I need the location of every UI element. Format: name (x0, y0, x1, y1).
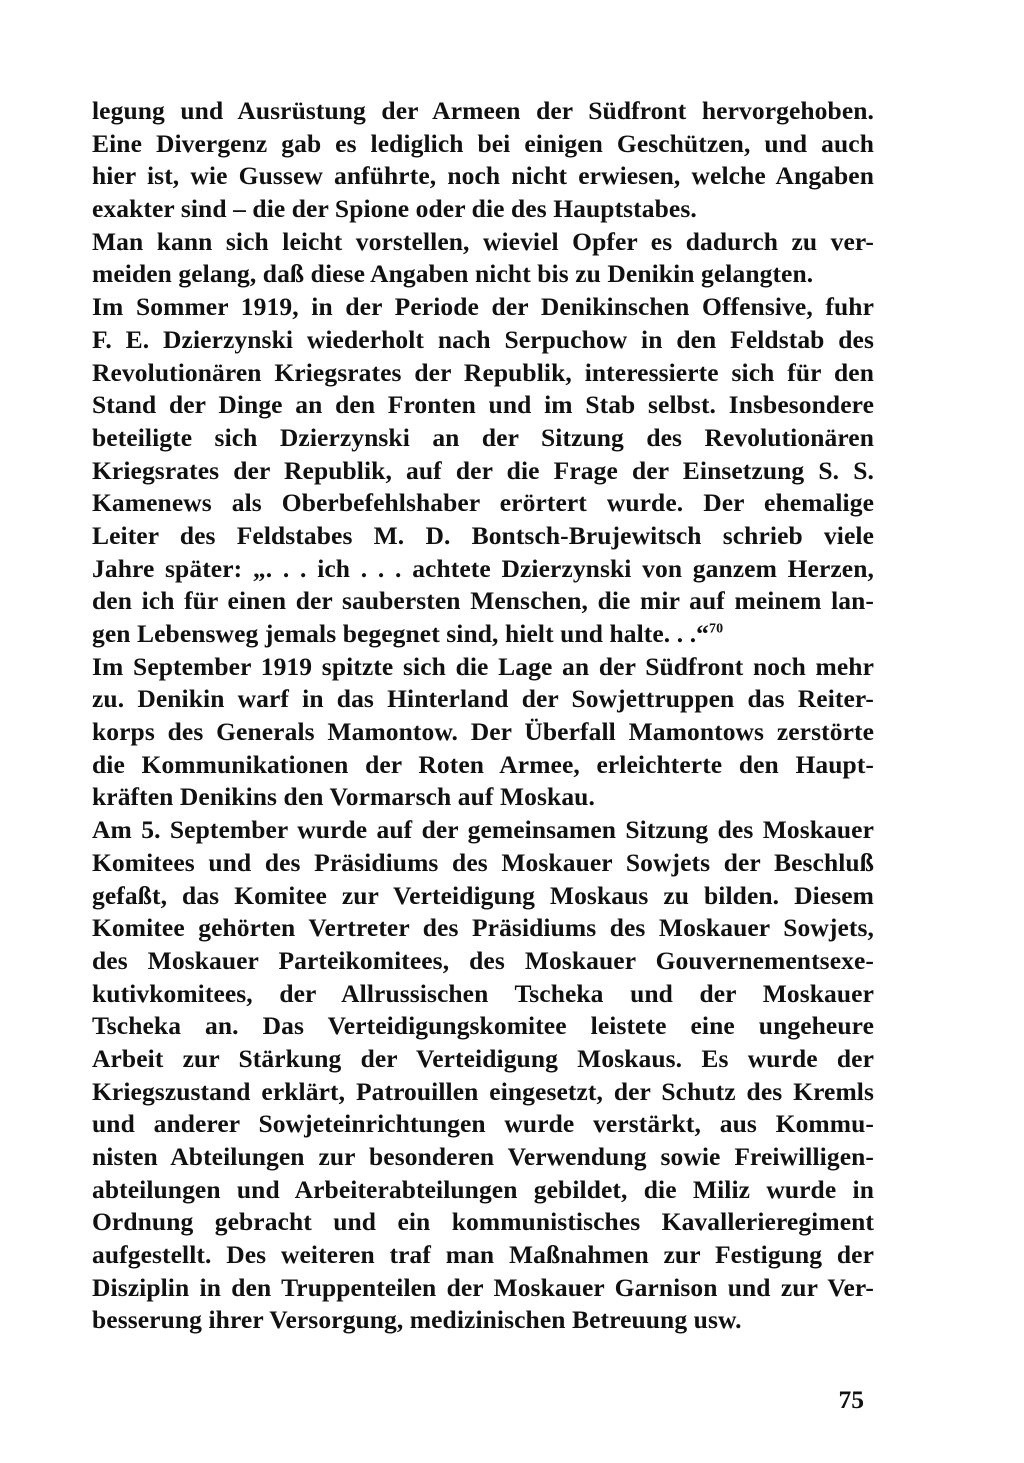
text-line-content: Kamenews als Oberbefehlshaber erörtert wurde. Der ehemalige (92, 488, 874, 518)
body-text (92, 95, 874, 1337)
text-line (92, 258, 874, 291)
text-line (92, 847, 874, 880)
text-line (92, 978, 874, 1011)
text-line (92, 422, 874, 455)
text-line-content: Im September 1919 spitzte sich die Lage an der Südfront noch mehr (92, 651, 874, 681)
text-line (92, 880, 874, 913)
text-line-content: den ich für einen der saubersten Menschen, die mir auf meinem lan- (92, 586, 874, 616)
text-line-content: Komitee gehörten Vertreter des Präsidiums des Moskauer Sowjets, (92, 913, 874, 943)
footnote-reference: 70 (709, 621, 724, 637)
text-line-content: legung und Ausrüstung der Armeen der Südfront hervorgehoben. (92, 96, 874, 125)
text-line (92, 585, 874, 618)
text-line (92, 128, 874, 161)
text-line (92, 553, 874, 586)
text-line-content: Jahre später: „. . . ich . . . achtete Dzierzynski von ganzem Herzen, (92, 553, 874, 583)
text-line (92, 749, 874, 782)
text-line-content: und anderer Sowjeteinrichtungen wurde verstärkt, aus Kommu- (92, 1109, 874, 1139)
text-line-content: kräften Denikins den Vormarsch auf Moskau. (92, 782, 595, 812)
text-line-content: Stand der Dinge an den Fronten und im Stab selbst. Insbesondere (92, 390, 874, 420)
text-line-content: Eine Divergenz gab es lediglich bei einigen Geschützen, und auch (92, 128, 874, 158)
text-line-content: Leiter des Feldstabes M. D. Bontsch-Brujewitsch schrieb viele (92, 520, 874, 550)
text-line-content: Ordnung gebracht und ein kommunistisches Kavallerieregiment (92, 1207, 874, 1237)
text-line (92, 1141, 874, 1174)
text-line (92, 912, 874, 945)
text-line (92, 618, 874, 651)
text-line (92, 1010, 874, 1043)
text-line-content: besserung ihrer Versorgung, medizinischen Betreuung usw. (92, 1305, 742, 1335)
text-line-content: hier ist, wie Gussew anführte, noch nicht erwiesen, welche Angaben (92, 161, 874, 191)
text-line-content: Komitees und des Präsidiums des Moskauer Sowjets der Beschluß (92, 847, 874, 877)
text-line-content: nisten Abteilungen zur besonderen Verwendung sowie Freiwilligen- (92, 1142, 874, 1171)
text-line-content: exakter sind – die der Spione oder die des Hauptstabes. (92, 194, 697, 224)
text-line-content: Man kann sich leicht vorstellen, wieviel Opfer es dadurch zu ver- (92, 226, 874, 256)
text-line-content: korps des Generals Mamontow. Der Überfall Mamontows zerstörte (92, 717, 874, 747)
text-line (92, 716, 874, 749)
text-line (92, 520, 874, 553)
text-line-content: zu. Denikin warf in das Hinterland der Sowjettruppen das Reiter- (92, 684, 874, 714)
text-line (92, 683, 874, 716)
text-line-content: F. E. Dzierzynski wiederholt nach Serpuchow in den Feldstab des (92, 324, 874, 354)
text-line (92, 1043, 874, 1076)
text-line-content: Arbeit zur Stärkung der Verteidigung Moskaus. Es wurde der (92, 1043, 874, 1073)
text-line-content: Disziplin in den Truppenteilen der Moskauer Garnison und zur Ver- (92, 1272, 874, 1302)
text-line (92, 1206, 874, 1239)
text-line (92, 291, 874, 324)
text-line (92, 455, 874, 488)
text-line (92, 1108, 874, 1141)
text-line (92, 324, 874, 357)
text-line-content: gefaßt, das Komitee zur Verteidigung Moskaus zu bilden. Diesem (92, 880, 874, 910)
text-line-content: Im Sommer 1919, in der Periode der Denikinschen Offensive, fuhr (92, 292, 874, 322)
text-line (92, 1304, 874, 1337)
text-line (92, 160, 874, 193)
text-line-content: Tscheka an. Das Verteidigungskomitee leistete eine ungeheure (92, 1011, 874, 1041)
text-line-content: Revolutionären Kriegsrates der Republik, interessierte sich für den (92, 357, 874, 387)
text-line-content: Kriegsrates der Republik, auf der die Frage der Einsetzung S. S. (92, 455, 874, 485)
text-line-content: abteilungen und Arbeiterabteilungen gebildet, die Miliz wurde in (92, 1174, 874, 1204)
text-line (92, 487, 874, 520)
text-line (92, 651, 874, 684)
text-line (92, 193, 874, 226)
text-line (92, 1239, 874, 1272)
text-line (92, 226, 874, 259)
text-line (92, 357, 874, 390)
text-line (92, 1076, 874, 1109)
text-line (92, 1174, 874, 1207)
text-line (92, 781, 874, 814)
text-line-content: Kriegszustand erklärt, Patrouillen eingesetzt, der Schutz des Kremls (92, 1076, 874, 1106)
text-line (92, 1272, 874, 1305)
text-line (92, 814, 874, 847)
text-line-content: kutivkomitees, der Allrussischen Tscheka und der Moskauer (92, 978, 874, 1008)
text-line-content: gen Lebensweg jemals begegnet sind, hielt und halte. . .“ (92, 619, 710, 648)
text-line-content: beteiligte sich Dzierzynski an der Sitzung des Revolutionären (92, 422, 874, 452)
text-line-content: aufgestellt. Des weiteren traf man Maßnahmen zur Festigung der (92, 1240, 874, 1270)
text-line-content: die Kommunikationen der Roten Armee, erleichterte den Haupt- (92, 749, 874, 779)
text-line-content: meiden gelang, daß diese Angaben nicht bis zu Denikin gelangten. (92, 259, 814, 289)
text-line (92, 95, 874, 128)
page-number: 75 (838, 1385, 864, 1414)
text-line (92, 389, 874, 422)
text-line (92, 945, 874, 978)
text-line-content: Am 5. September wurde auf der gemeinsamen Sitzung des Moskauer (92, 815, 874, 845)
text-line-content: des Moskauer Parteikomitees, des Moskauer Gouvernementsexe- (92, 945, 874, 975)
